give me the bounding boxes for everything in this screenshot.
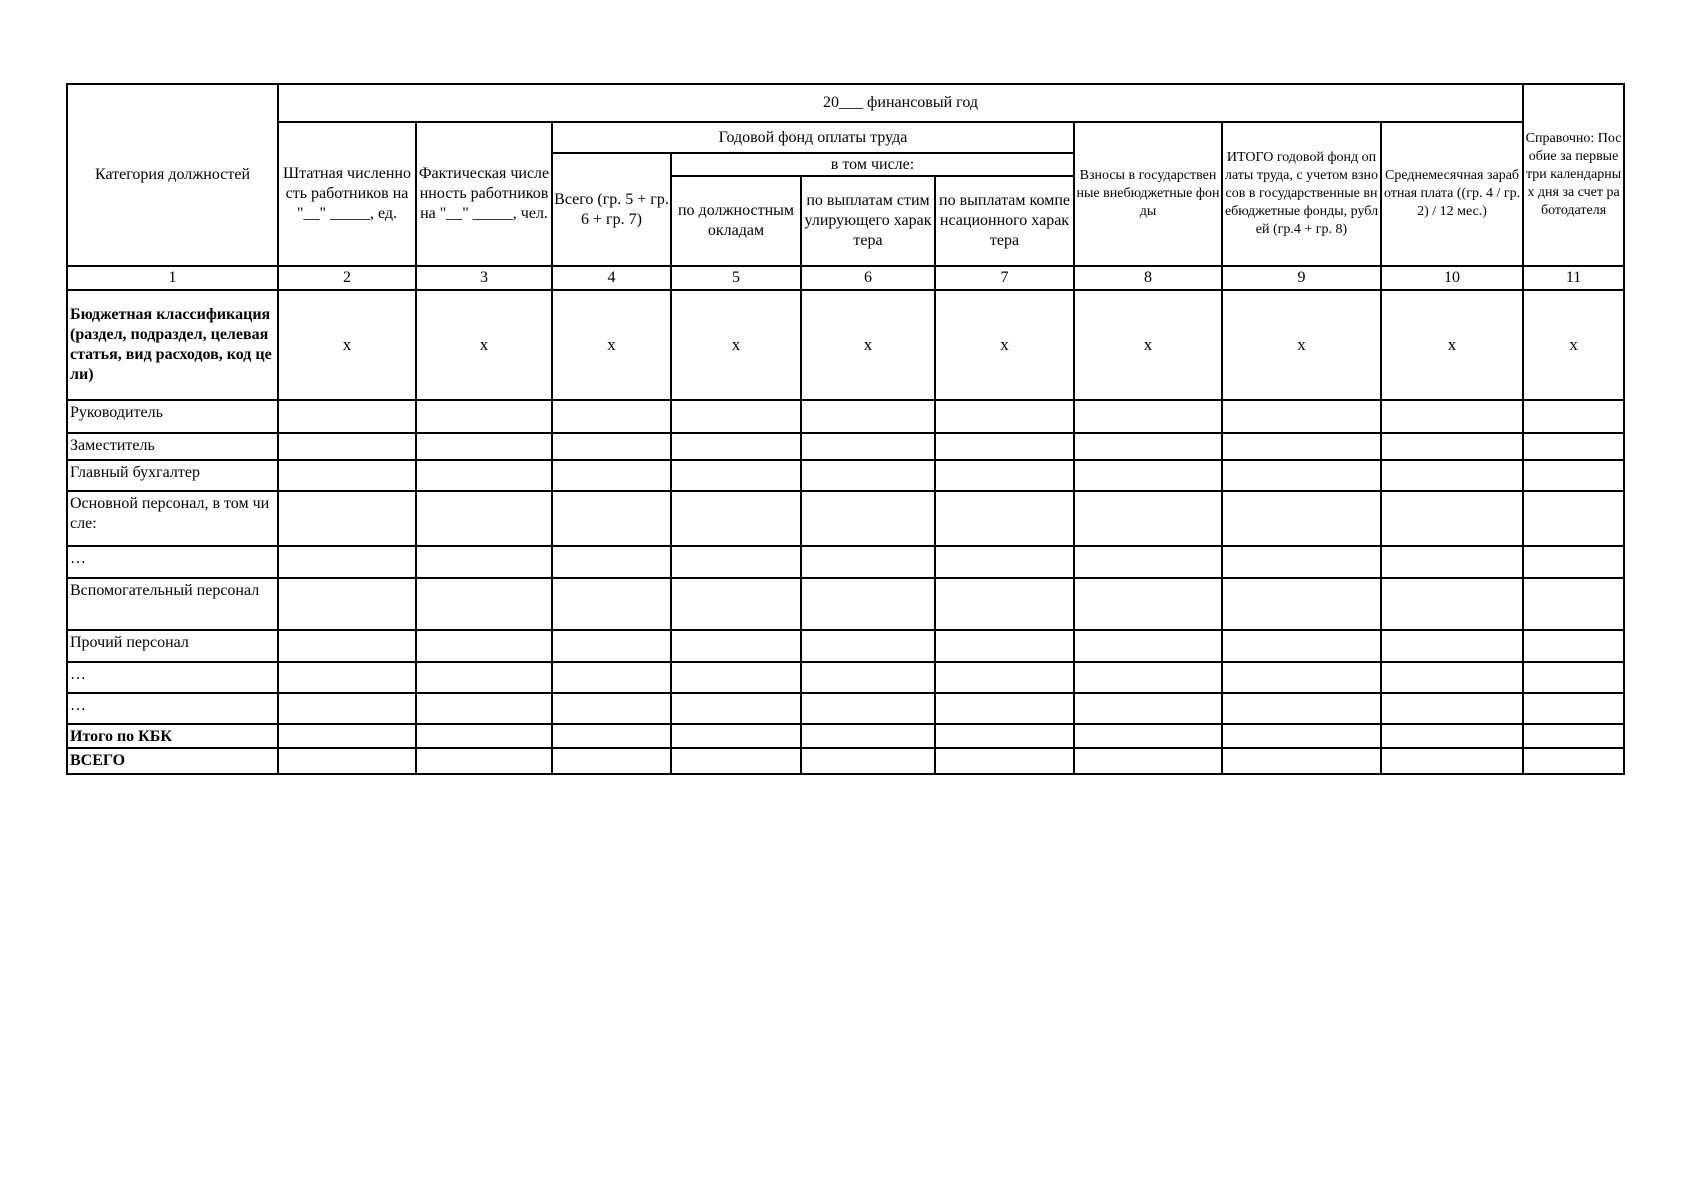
data-cell: x: [1074, 290, 1222, 400]
data-cell: x: [1222, 290, 1381, 400]
data-cell: [1523, 460, 1624, 491]
row-label: …: [67, 662, 278, 693]
table-row: [67, 578, 1624, 630]
header-itogo-fund: ИТОГО годовой фонд оплаты труда, с учетом взносов в государственные внебюджетные фонды, рублей (гр.4 + гр. 8): [1222, 122, 1381, 266]
data-cell: [801, 693, 935, 724]
data-cell: [935, 546, 1074, 578]
data-cell: [935, 433, 1074, 460]
data-cell: [416, 724, 552, 748]
data-cell: [671, 460, 801, 491]
data-cell: [935, 578, 1074, 630]
data-cell: x: [416, 290, 552, 400]
data-cell: [552, 460, 671, 491]
data-cell: [1523, 400, 1624, 433]
data-cell: [278, 400, 416, 433]
data-cell: [1074, 578, 1222, 630]
data-cell: [416, 578, 552, 630]
row-label: …: [67, 546, 278, 578]
data-cell: [1381, 630, 1523, 662]
table-row: [67, 630, 1624, 662]
data-cell: [1074, 400, 1222, 433]
header-staff-count: Штатная численность работников на "__" _____, ед.: [278, 122, 416, 266]
data-cell: [1381, 433, 1523, 460]
data-cell: [1381, 662, 1523, 693]
column-number: 3: [416, 266, 552, 290]
data-cell: [552, 724, 671, 748]
data-cell: [671, 693, 801, 724]
data-cell: [416, 630, 552, 662]
data-cell: [801, 460, 935, 491]
data-cell: x: [1523, 290, 1624, 400]
column-number: 6: [801, 266, 935, 290]
row-label: Прочий персонал: [67, 630, 278, 662]
data-cell: x: [1381, 290, 1523, 400]
header-by-salary: по должностным окладам: [671, 176, 801, 266]
data-cell: x: [552, 290, 671, 400]
data-cell: [801, 578, 935, 630]
data-cell: [801, 433, 935, 460]
data-cell: [1222, 400, 1381, 433]
column-number: 2: [278, 266, 416, 290]
data-cell: [552, 578, 671, 630]
header-fiscal-year: 20___ финансовый год: [278, 84, 1523, 122]
data-cell: [552, 433, 671, 460]
data-cell: [801, 748, 935, 774]
data-cell: [278, 693, 416, 724]
data-cell: [1523, 491, 1624, 546]
data-cell: [278, 662, 416, 693]
data-cell: [1222, 748, 1381, 774]
data-cell: [552, 630, 671, 662]
payroll-table: [66, 83, 1625, 775]
data-cell: [801, 491, 935, 546]
row-label: Главный бухгалтер: [67, 460, 278, 491]
column-number: 5: [671, 266, 801, 290]
data-cell: [1222, 460, 1381, 491]
table-row: [67, 724, 1624, 748]
data-cell: [1222, 724, 1381, 748]
data-cell: [416, 546, 552, 578]
data-cell: [935, 748, 1074, 774]
data-cell: [278, 460, 416, 491]
data-cell: x: [935, 290, 1074, 400]
data-cell: [1523, 748, 1624, 774]
data-cell: [1381, 693, 1523, 724]
data-cell: x: [278, 290, 416, 400]
data-cell: [278, 724, 416, 748]
row-label: Заместитель: [67, 433, 278, 460]
row-label: Вспомогательный персонал: [67, 578, 278, 630]
data-cell: [278, 578, 416, 630]
data-cell: [416, 460, 552, 491]
header-total: Всего (гр. 5 + гр. 6 + гр. 7): [552, 153, 671, 266]
data-cell: [935, 630, 1074, 662]
data-cell: [1074, 460, 1222, 491]
data-cell: [671, 433, 801, 460]
data-cell: [552, 491, 671, 546]
table-row: [67, 433, 1624, 460]
data-cell: [1222, 630, 1381, 662]
data-cell: [671, 748, 801, 774]
row-label: ВСЕГО: [67, 748, 278, 774]
row-label: Основной персонал, в том числе:: [67, 491, 278, 546]
table-row: [67, 460, 1624, 491]
data-cell: [935, 693, 1074, 724]
data-cell: [671, 546, 801, 578]
data-cell: [1381, 578, 1523, 630]
data-cell: [1381, 724, 1523, 748]
data-cell: [278, 491, 416, 546]
data-cell: [801, 724, 935, 748]
data-cell: [1222, 578, 1381, 630]
data-cell: [1074, 546, 1222, 578]
data-cell: [1074, 724, 1222, 748]
data-cell: [278, 748, 416, 774]
header-reference: Справочно: Пособие за первые три календарных дня за счет работодателя: [1523, 84, 1624, 266]
column-number: 1: [67, 266, 278, 290]
data-cell: [1523, 724, 1624, 748]
data-cell: [1074, 662, 1222, 693]
data-cell: [416, 693, 552, 724]
data-cell: [935, 460, 1074, 491]
column-number: 7: [935, 266, 1074, 290]
table-row: [67, 662, 1624, 693]
data-cell: [935, 400, 1074, 433]
data-cell: [1523, 662, 1624, 693]
data-cell: [935, 724, 1074, 748]
header-actual-count: Фактическая численность работников на "__" _____, чел.: [416, 122, 552, 266]
data-cell: [671, 662, 801, 693]
data-cell: [801, 546, 935, 578]
table-row: [67, 546, 1624, 578]
data-cell: x: [801, 290, 935, 400]
data-cell: [671, 491, 801, 546]
data-cell: [552, 662, 671, 693]
table-row: [67, 491, 1624, 546]
table-row: [67, 400, 1624, 433]
data-cell: [1222, 491, 1381, 546]
data-cell: [552, 546, 671, 578]
data-cell: [1074, 630, 1222, 662]
data-cell: x: [671, 290, 801, 400]
data-cell: [278, 546, 416, 578]
data-cell: [552, 693, 671, 724]
data-cell: [552, 400, 671, 433]
data-cell: [801, 630, 935, 662]
header-including: в том числе:: [671, 153, 1074, 176]
column-number: 8: [1074, 266, 1222, 290]
row-label: Итого по КБК: [67, 724, 278, 748]
row-label: Бюджетная классификация (раздел, подраздел, целевая статья, вид расходов, код цели): [67, 290, 278, 400]
data-cell: [1523, 693, 1624, 724]
data-cell: [416, 662, 552, 693]
header-annual-fund: Годовой фонд оплаты труда: [552, 122, 1074, 153]
data-cell: [671, 724, 801, 748]
data-cell: [1222, 693, 1381, 724]
data-cell: [935, 491, 1074, 546]
row-label: …: [67, 693, 278, 724]
column-number: 4: [552, 266, 671, 290]
header-avg-salary: Среднемесячная заработная плата ((гр. 4 / гр. 2) / 12 мес.): [1381, 122, 1523, 266]
table-row: [67, 290, 1624, 400]
table-row: [67, 693, 1624, 724]
table-row: [67, 748, 1624, 774]
data-cell: [278, 433, 416, 460]
data-cell: [1523, 630, 1624, 662]
data-cell: [801, 400, 935, 433]
data-cell: [1381, 546, 1523, 578]
column-number: 9: [1222, 266, 1381, 290]
data-cell: [416, 491, 552, 546]
data-cell: [1222, 433, 1381, 460]
data-cell: [1074, 491, 1222, 546]
data-cell: [1523, 546, 1624, 578]
data-cell: [1222, 662, 1381, 693]
data-cell: [671, 578, 801, 630]
row-label: Руководитель: [67, 400, 278, 433]
data-cell: [671, 400, 801, 433]
column-number: 10: [1381, 266, 1523, 290]
data-cell: [278, 630, 416, 662]
data-cell: [1381, 491, 1523, 546]
data-cell: [671, 630, 801, 662]
data-cell: [416, 748, 552, 774]
data-cell: [1523, 433, 1624, 460]
data-cell: [1074, 748, 1222, 774]
data-cell: [1074, 433, 1222, 460]
data-cell: [935, 662, 1074, 693]
header-category: Категория должностей: [67, 84, 278, 266]
data-cell: [1381, 460, 1523, 491]
data-cell: [1523, 578, 1624, 630]
data-cell: [801, 662, 935, 693]
header-by-incentive: по выплатам стимулирующего характера: [801, 176, 935, 266]
data-cell: [416, 433, 552, 460]
data-cell: [1222, 546, 1381, 578]
data-cell: [552, 748, 671, 774]
data-cell: [416, 400, 552, 433]
data-cell: [1074, 693, 1222, 724]
data-cell: [1381, 748, 1523, 774]
data-cell: [1381, 400, 1523, 433]
column-number: 11: [1523, 266, 1624, 290]
header-contributions: Взносы в государственные внебюджетные фонды: [1074, 122, 1222, 266]
column-numbers-row: [67, 266, 1624, 290]
header-by-compensation: по выплатам компенсационного характера: [935, 176, 1074, 266]
